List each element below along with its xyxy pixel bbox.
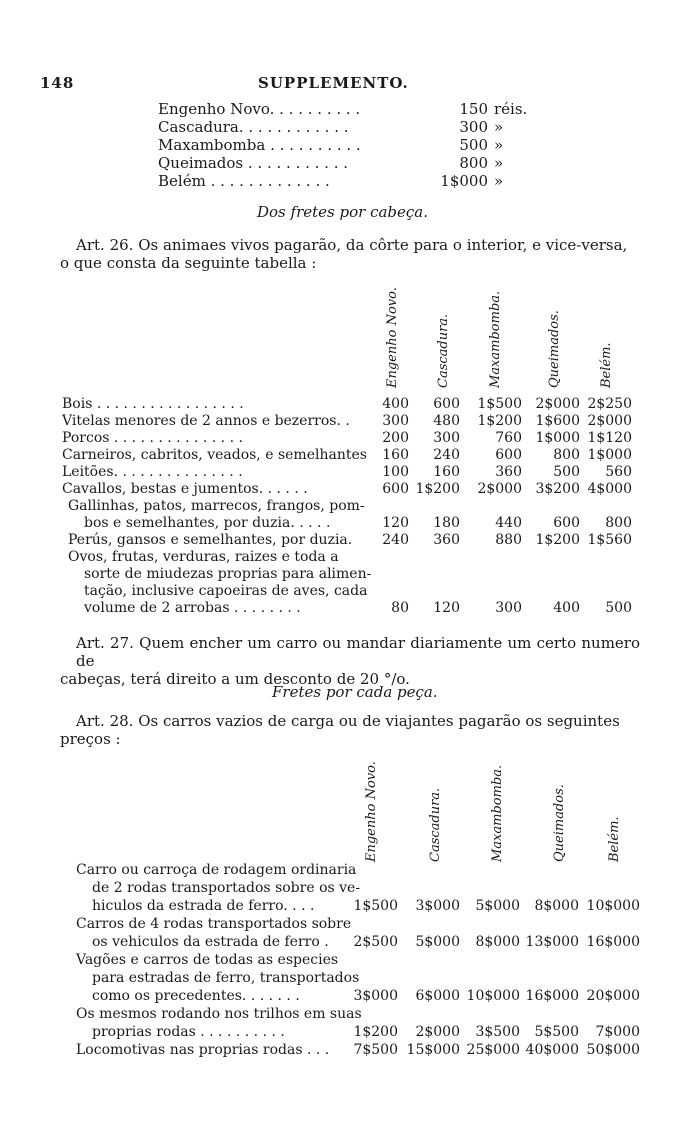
row-label: Carros de 4 rodas transportados sobre xyxy=(76,916,352,932)
running-head: SUPPLEMENTO. xyxy=(258,74,409,92)
table-cell: 480 xyxy=(433,413,460,429)
table-cell: 16$000 xyxy=(525,988,579,1004)
column-header: Maxambomba. xyxy=(488,290,503,388)
row-label: os vehiculos da estrada de ferro . xyxy=(92,934,329,950)
column-header: Queimados. xyxy=(552,784,567,862)
paragraph-line: Art. 27. Quem encher um carro ou mandar diariamente um certo numero de xyxy=(76,634,640,670)
table-cell: 800 xyxy=(553,447,580,463)
table-cell: 1$200 xyxy=(353,1024,398,1040)
row-label: tação, inclusive capoeiras de aves, cada xyxy=(84,583,368,599)
row-label: Locomotivas nas proprias rodas . . . xyxy=(76,1042,330,1058)
table-row xyxy=(0,1006,693,1023)
price-value: 150 xyxy=(459,100,488,118)
unit-label: réis. xyxy=(494,100,528,118)
table-cell: 6$000 xyxy=(415,988,460,1004)
station-label: Belém . . . . . . . . . . . . . xyxy=(158,172,330,190)
table-row xyxy=(0,396,693,413)
table-cell: 160 xyxy=(382,447,409,463)
row-label: Porcos . . . . . . . . . . . . . . . xyxy=(62,430,243,446)
table-cell: 2$000 xyxy=(415,1024,460,1040)
table-cell: 2$000 xyxy=(535,396,580,412)
table-cell: 5$000 xyxy=(475,898,520,914)
table-cell: 160 xyxy=(433,464,460,480)
list-item xyxy=(0,100,693,118)
table-row xyxy=(0,481,693,498)
table-cell: 1$560 xyxy=(587,532,632,548)
section-title: Dos fretes por cabeça. xyxy=(257,203,428,221)
table-row xyxy=(0,583,693,600)
row-label: volume de 2 arrobas . . . . . . . . xyxy=(84,600,301,616)
table-row xyxy=(0,916,693,933)
row-label: hiculos da estrada de ferro. . . . xyxy=(92,898,315,914)
price-value: 800 xyxy=(459,154,488,172)
row-label: Leitões. . . . . . . . . . . . . . . xyxy=(62,464,243,480)
table-cell: 2$000 xyxy=(587,413,632,429)
table-cell: 300 xyxy=(433,430,460,446)
table-cell: 500 xyxy=(605,600,632,616)
article-26 xyxy=(60,236,640,272)
table-cell: 240 xyxy=(382,532,409,548)
table-row xyxy=(0,898,693,915)
table-cell: 180 xyxy=(433,515,460,531)
table-cell: 120 xyxy=(382,515,409,531)
table-cell: 3$000 xyxy=(415,898,460,914)
station-label: Queimados . . . . . . . . . . . xyxy=(158,154,349,172)
table-row xyxy=(0,566,693,583)
row-label: como os precedentes. . . . . . . xyxy=(92,988,300,1004)
table-cell: 15$000 xyxy=(406,1042,460,1058)
table-cell: 7$000 xyxy=(595,1024,640,1040)
piece-freight-table xyxy=(0,750,693,1060)
table-row xyxy=(0,862,693,879)
table-row xyxy=(0,1024,693,1041)
table-cell: 1$200 xyxy=(535,532,580,548)
column-header: Queimados. xyxy=(547,310,562,388)
table-cell: 600 xyxy=(495,447,522,463)
paragraph-line: Art. 28. Os carros vazios de carga ou de viajantes pagarão os seguintes xyxy=(76,712,620,730)
table-row xyxy=(0,447,693,464)
table-cell: 1$600 xyxy=(535,413,580,429)
table-cell: 240 xyxy=(433,447,460,463)
table-row xyxy=(0,934,693,951)
table-cell: 560 xyxy=(605,464,632,480)
table-cell: 200 xyxy=(382,430,409,446)
table-cell: 880 xyxy=(495,532,522,548)
table-cell: 40$000 xyxy=(525,1042,579,1058)
table-cell: 4$000 xyxy=(587,481,632,497)
table-row xyxy=(0,988,693,1005)
table-cell: 3$200 xyxy=(535,481,580,497)
table-row xyxy=(0,600,693,617)
table-cell: 300 xyxy=(382,413,409,429)
table-cell: 400 xyxy=(382,396,409,412)
table-row xyxy=(0,549,693,566)
row-label: para estradas de ferro, transportados xyxy=(92,970,360,986)
row-label: Carro ou carroça de rodagem ordinaria xyxy=(76,862,357,878)
row-label: Ovos, frutas, verduras, raizes e toda a xyxy=(68,549,339,565)
paragraph-line: cabeças, terá direito a um desconto de 20 °/o. xyxy=(60,670,410,688)
paragraph-line: preços : xyxy=(60,730,121,748)
table-cell: 600 xyxy=(382,481,409,497)
table-cell: 3$500 xyxy=(475,1024,520,1040)
list-item xyxy=(0,172,693,190)
table-cell: 1$200 xyxy=(415,481,460,497)
column-header: Belém. xyxy=(607,816,622,862)
table-cell: 2$250 xyxy=(587,396,632,412)
table-cell: 25$000 xyxy=(466,1042,520,1058)
table-row xyxy=(0,532,693,549)
table-cell: 8$000 xyxy=(534,898,579,914)
table-cell: 20$000 xyxy=(586,988,640,1004)
table-cell: 440 xyxy=(495,515,522,531)
table-cell: 1$000 xyxy=(587,447,632,463)
price-list xyxy=(0,100,693,190)
table-cell: 1$120 xyxy=(587,430,632,446)
column-header: Engenho Novo. xyxy=(364,761,379,862)
unit-label: » xyxy=(494,154,504,172)
page-number: 148 xyxy=(40,74,75,92)
column-header: Engenho Novo. xyxy=(385,287,400,388)
row-label: de 2 rodas transportados sobre os ve- xyxy=(92,880,361,896)
table-row xyxy=(0,952,693,969)
row-label: Gallinhas, patos, marrecos, frangos, pom- xyxy=(68,498,365,514)
table-cell: 300 xyxy=(495,600,522,616)
table-cell: 1$200 xyxy=(477,413,522,429)
list-item xyxy=(0,136,693,154)
row-label: Bois . . . . . . . . . . . . . . . . . xyxy=(62,396,244,412)
article-28 xyxy=(60,712,640,748)
row-label: bos e semelhantes, por duzia. . . . . xyxy=(84,515,331,531)
table-cell: 2$000 xyxy=(477,481,522,497)
station-label: Maxambomba . . . . . . . . . . xyxy=(158,136,361,154)
row-label: Vitelas menores de 2 annos e bezerros. . xyxy=(62,413,350,429)
table-cell: 80 xyxy=(391,600,409,616)
table-cell: 8$000 xyxy=(475,934,520,950)
station-label: Engenho Novo. . . . . . . . . . xyxy=(158,100,361,118)
unit-label: » xyxy=(494,118,504,136)
table-row xyxy=(0,498,693,515)
table-cell: 800 xyxy=(605,515,632,531)
price-value: 1$000 xyxy=(440,172,488,190)
table-cell: 50$000 xyxy=(586,1042,640,1058)
row-label: proprias rodas . . . . . . . . . . xyxy=(92,1024,285,1040)
station-label: Cascadura. . . . . . . . . . . . xyxy=(158,118,349,136)
list-item xyxy=(0,118,693,136)
livestock-freight-table xyxy=(0,270,693,630)
table-row xyxy=(0,880,693,897)
table-row xyxy=(0,464,693,481)
table-cell: 400 xyxy=(553,600,580,616)
price-value: 300 xyxy=(459,118,488,136)
table-cell: 1$500 xyxy=(353,898,398,914)
table-cell: 600 xyxy=(553,515,580,531)
unit-label: » xyxy=(494,136,504,154)
column-header: Cascadura. xyxy=(428,787,443,862)
row-label: Perús, gansos e semelhantes, por duzia. xyxy=(68,532,353,548)
table-cell: 3$000 xyxy=(353,988,398,1004)
row-label: Carneiros, cabritos, veados, e semelhantes xyxy=(62,447,367,463)
table-cell: 5$000 xyxy=(415,934,460,950)
table-cell: 360 xyxy=(433,532,460,548)
column-header: Maxambomba. xyxy=(490,764,505,862)
row-label: Cavallos, bestas e jumentos. . . . . . xyxy=(62,481,308,497)
column-header: Cascadura. xyxy=(436,313,451,388)
table-cell: 10$000 xyxy=(466,988,520,1004)
table-row xyxy=(0,515,693,532)
table-cell: 5$500 xyxy=(534,1024,579,1040)
paragraph-line: o que consta da seguinte tabella : xyxy=(60,254,317,272)
table-row xyxy=(0,970,693,987)
table-cell: 2$500 xyxy=(353,934,398,950)
row-label: Vagões e carros de todas as especies xyxy=(76,952,339,968)
table-cell: 1$000 xyxy=(535,430,580,446)
row-label: Os mesmos rodando nos trilhos em suas xyxy=(76,1006,362,1022)
table-cell: 500 xyxy=(553,464,580,480)
section-title: Fretes por cada peça. xyxy=(272,683,438,701)
table-cell: 100 xyxy=(382,464,409,480)
table-cell: 120 xyxy=(433,600,460,616)
table-cell: 600 xyxy=(433,396,460,412)
table-row xyxy=(0,1042,693,1059)
table-cell: 13$000 xyxy=(525,934,579,950)
table-cell: 7$500 xyxy=(353,1042,398,1058)
table-cell: 10$000 xyxy=(586,898,640,914)
paragraph-line: Art. 26. Os animaes vivos pagarão, da côrte para o interior, e vice-versa, xyxy=(76,236,628,254)
table-cell: 1$500 xyxy=(477,396,522,412)
table-cell: 16$000 xyxy=(586,934,640,950)
price-value: 500 xyxy=(459,136,488,154)
table-cell: 360 xyxy=(495,464,522,480)
article-27 xyxy=(60,634,640,688)
unit-label: » xyxy=(494,172,504,190)
column-header: Belém. xyxy=(599,342,614,388)
table-row xyxy=(0,430,693,447)
table-cell: 760 xyxy=(495,430,522,446)
list-item xyxy=(0,154,693,172)
table-row xyxy=(0,413,693,430)
row-label: sorte de miudezas proprias para alimen- xyxy=(84,566,372,582)
